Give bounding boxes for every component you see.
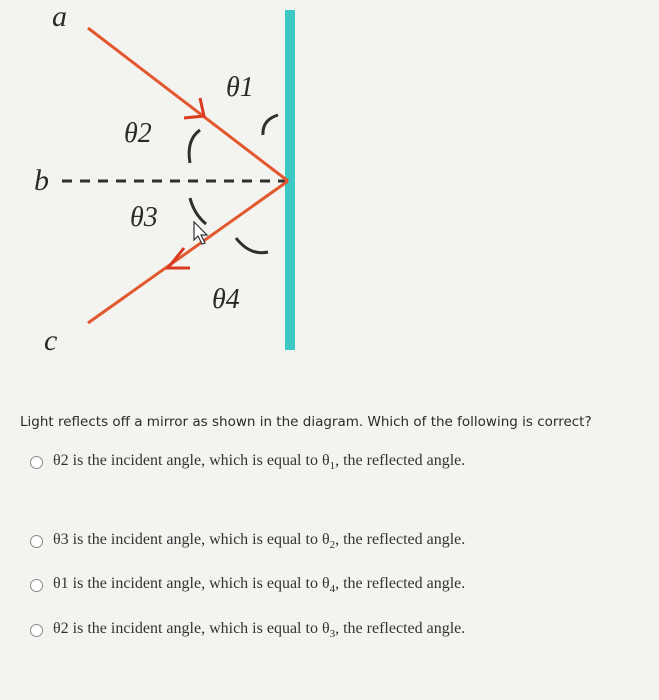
radio-button[interactable] <box>30 579 43 592</box>
angle-label-theta3: θ3 <box>130 202 158 233</box>
ray-label-b: b <box>34 164 49 197</box>
option-text: θ2 is the incident angle, which is equal to $\theta_1$, the reflected angle. <box>53 452 466 473</box>
ray-label-a: a <box>52 0 67 33</box>
option-text: θ1 is the incident angle, which is equal to $\theta_4$, the reflected angle. <box>53 575 466 596</box>
angle-label-theta1: θ1 <box>226 72 254 103</box>
ray-label-c: c <box>44 324 58 357</box>
theta3-arc <box>190 198 206 224</box>
radio-button[interactable] <box>30 535 43 548</box>
answer-option-2[interactable] <box>30 531 465 551</box>
theta2-arc <box>189 130 200 163</box>
angle-label-theta4: θ4 <box>212 284 240 315</box>
theta4-arc <box>236 238 268 253</box>
theta1-arc <box>263 115 278 135</box>
radio-button[interactable] <box>30 456 43 469</box>
answer-option-1[interactable] <box>30 452 465 472</box>
option-text: θ2 is the incident angle, which is equal to $\theta_3$, the reflected angle. <box>53 620 466 641</box>
angle-label-theta2: θ2 <box>124 118 152 149</box>
option-text: θ3 is the incident angle, which is equal to $\theta_2$, the reflected angle. <box>53 531 466 552</box>
question-text: Light reflects off a mirror as shown in the diagram. Which of the following is correct? <box>20 414 592 430</box>
answer-option-4[interactable] <box>30 620 465 640</box>
radio-button[interactable] <box>30 624 43 637</box>
answer-option-3[interactable] <box>30 575 465 595</box>
